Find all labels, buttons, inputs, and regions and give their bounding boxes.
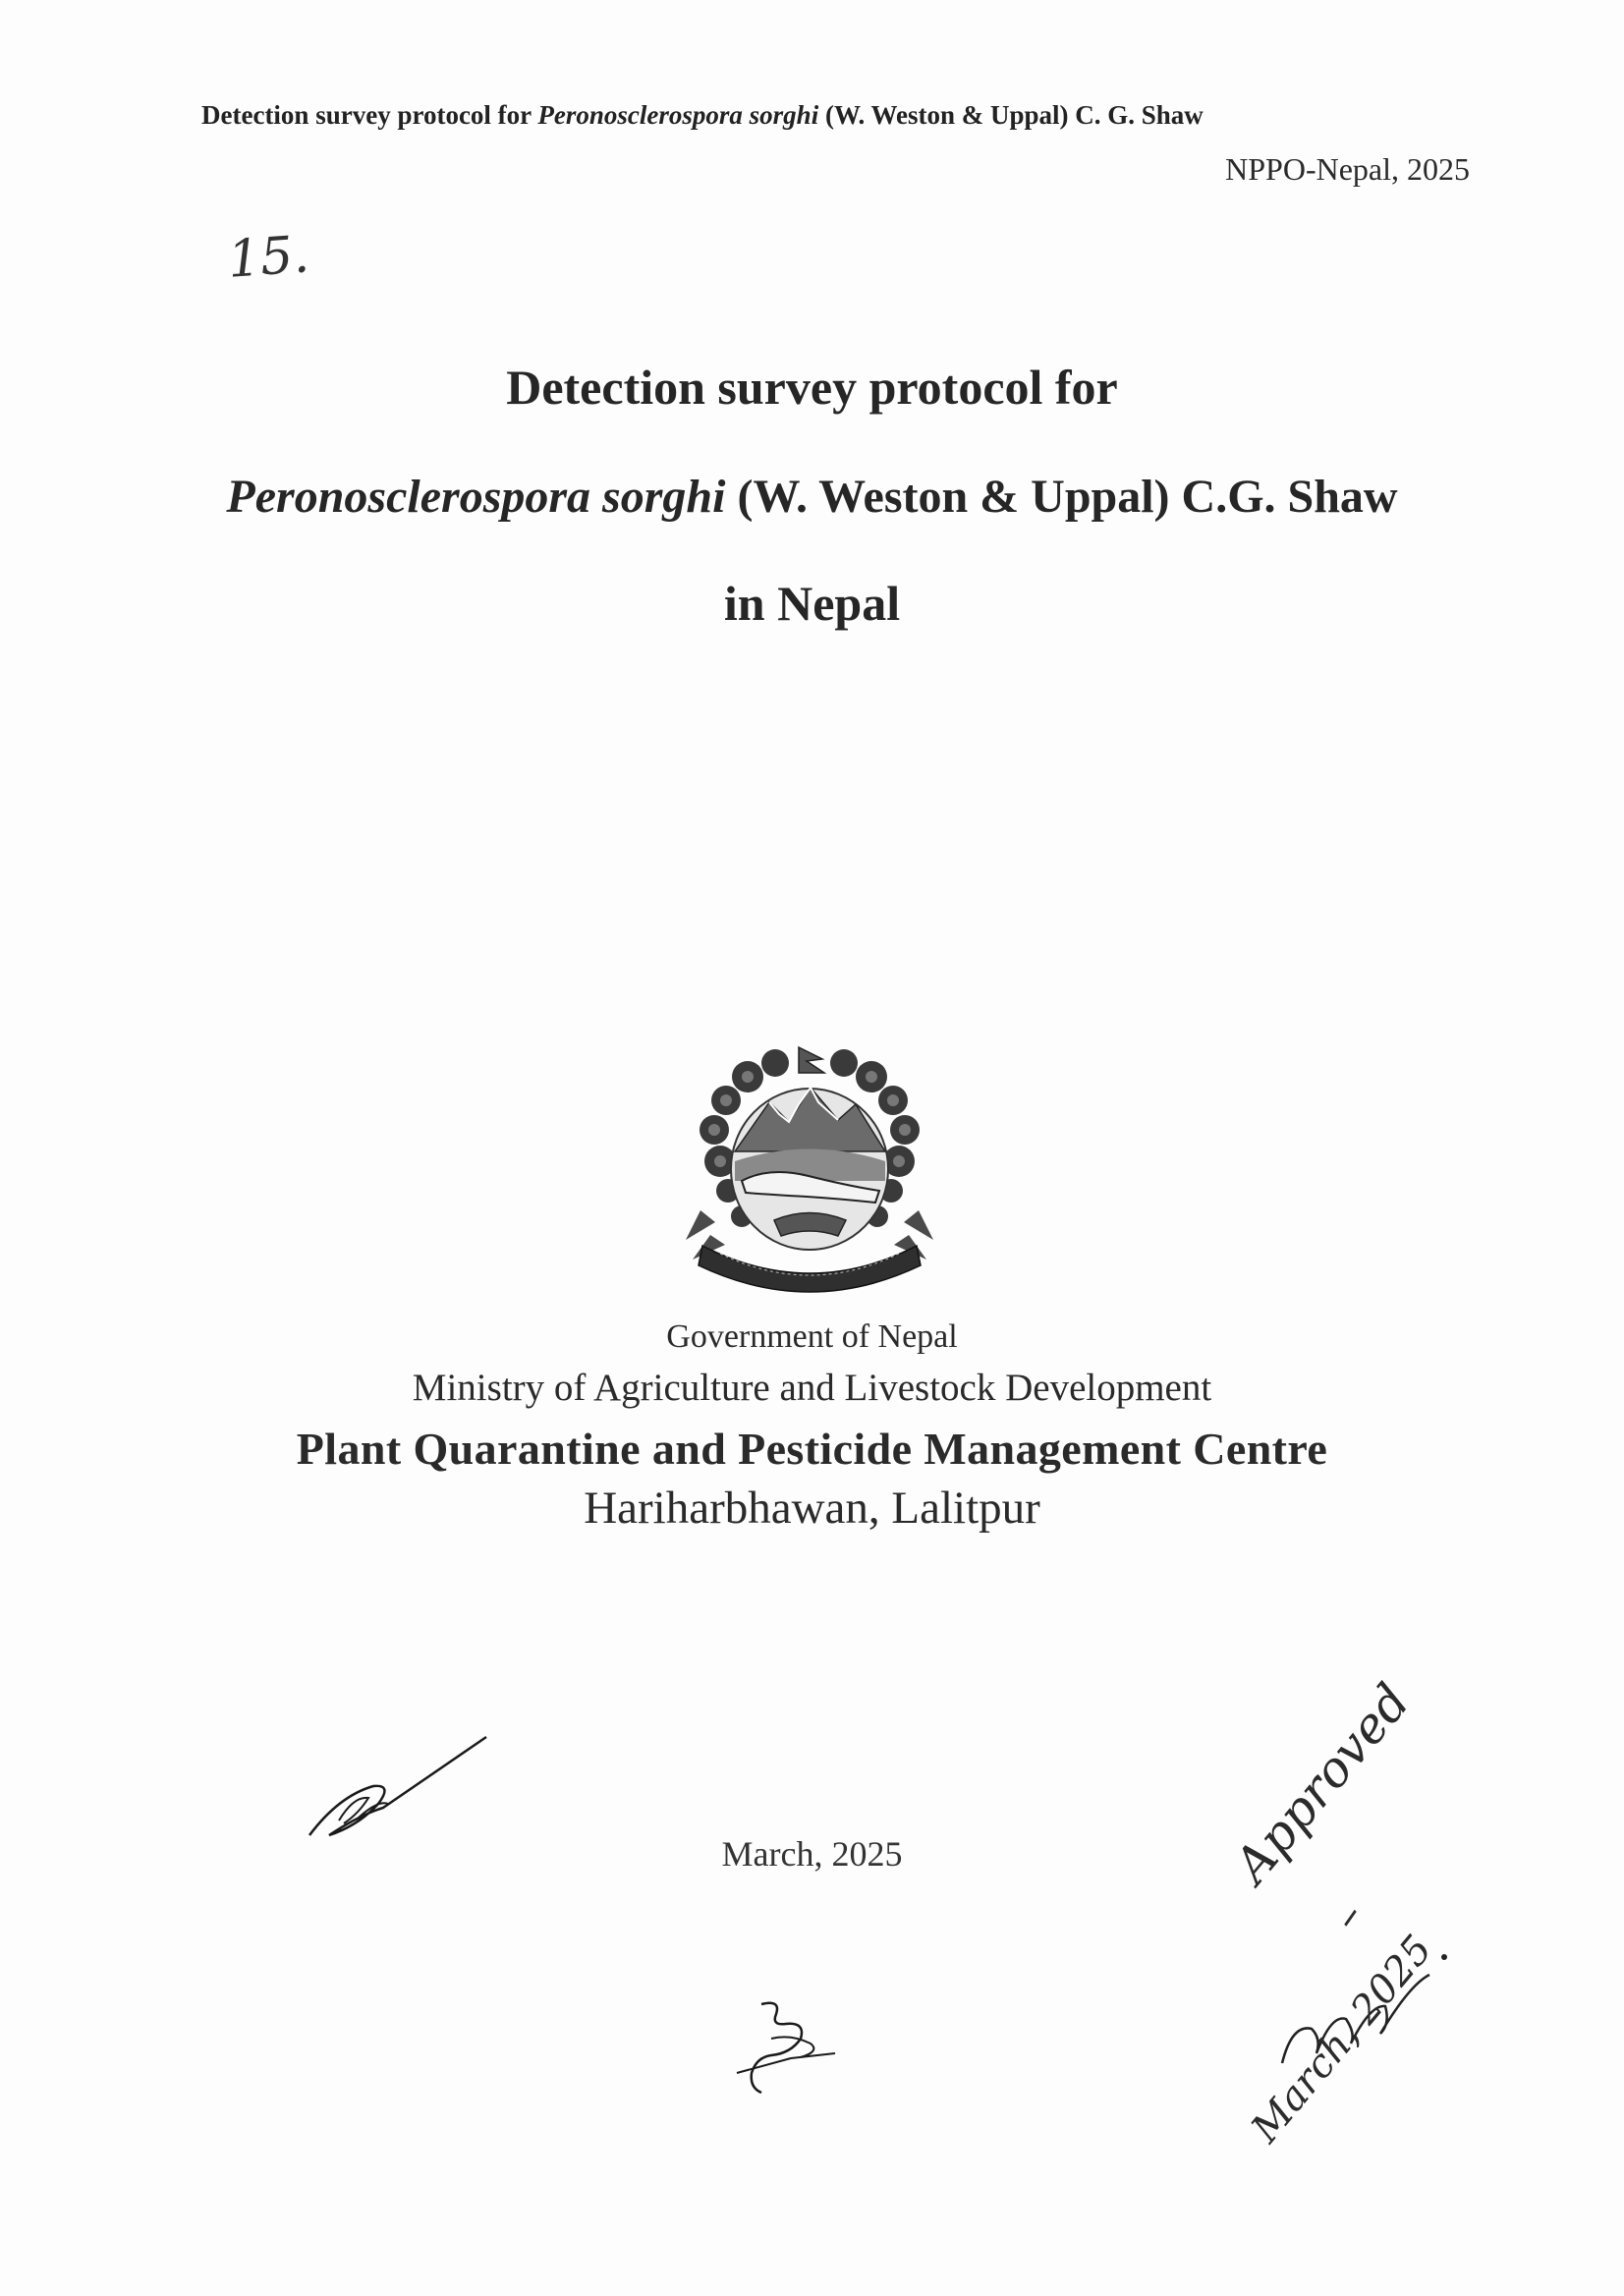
document-title-line2 [0, 470, 1624, 524]
running-header-title [201, 100, 1479, 131]
centre-location: Hariharbhawan, Lalitpur [584, 1483, 1040, 1534]
signature-center [732, 1994, 840, 2098]
document-title-line3: in Nepal [723, 576, 901, 631]
nepal-coat-of-arms-icon [681, 1043, 938, 1297]
header-prefix: Detection survey protocol for [201, 100, 538, 130]
approval-date: March, 2025 [1243, 1927, 1441, 2152]
approval-initials: – [1321, 1892, 1375, 1940]
header-species: Peronosclerospora sorghi [537, 100, 819, 130]
title-species: Peronosclerospora sorghi [226, 471, 726, 523]
government-name: Government of Nepal [666, 1318, 958, 1355]
publication-date: March, 2025 [721, 1834, 903, 1874]
title-authority: (W. Weston & Uppal) C.G. Shaw [725, 471, 1398, 523]
header-suffix: (W. Weston & Uppal) C. G. Shaw [818, 100, 1204, 130]
handwritten-approval-note [1204, 1673, 1488, 2220]
running-header-org-year: NPPO-Nepal, 2025 [1225, 151, 1470, 187]
signature-left [300, 1727, 491, 1850]
ministry-name: Ministry of Agriculture and Livestock Development [412, 1367, 1212, 1409]
handwritten-page-number: 15. [226, 225, 311, 290]
approval-word: Approved [1223, 1673, 1422, 1894]
document-title-line1: Detection survey protocol for [506, 360, 1118, 415]
centre-name: Plant Quarantine and Pesticide Management Centre [296, 1424, 1328, 1474]
